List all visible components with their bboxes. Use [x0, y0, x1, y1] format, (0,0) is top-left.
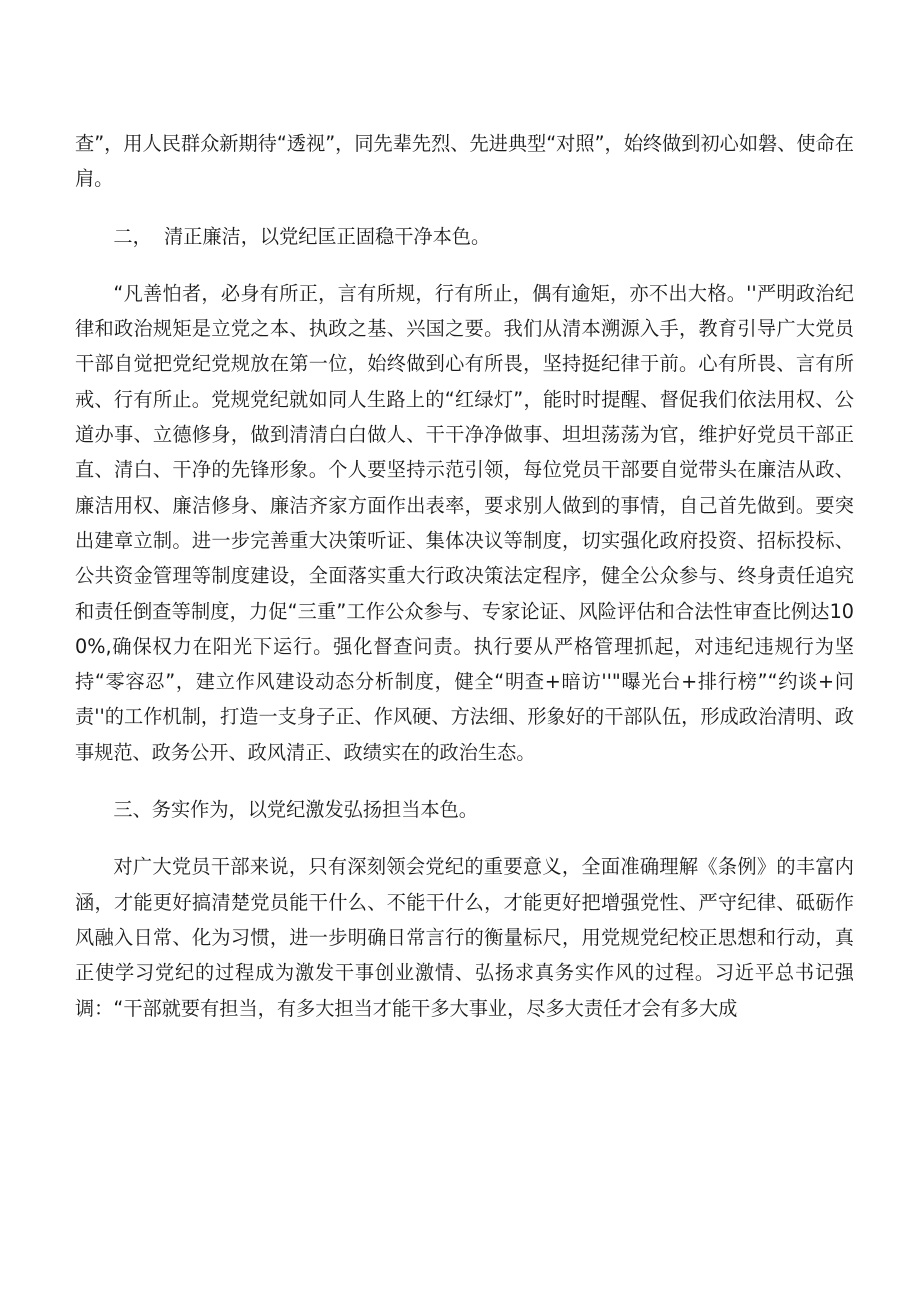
paragraph-continued: 查”，用人民群众新期待“透视”，同先辈先烈、先进典型“对照”，始终做到初心如磐、使命在肩。 [75, 132, 854, 191]
paragraph-section-3: 对广大党员干部来说，只有深刻领会党纪的重要意义，全面准确理解《条例》的丰富内涵，才能更好搞清楚党员能干什么、不能干什么，才能更好把增强党性、严守纪律、砥砺作风融入日常、化为习惯，进一步明确日常言行的衡量标尺，用党规党纪校正思想和行动，真正使学习党纪的过程成为激发干事创业激情、弘扬求真务实作风的过程。习近平总书记强调：“干部就要有担当，有多大担当才能干多大事业，尽多大责任才会有多大成 [75, 855, 854, 1020]
section-heading-3: 三、务实作为，以党纪激发弘扬担当本色。 [113, 798, 478, 822]
section-heading-2: 二， 清正廉洁，以党纪匡正固稳干净本色。 [113, 224, 491, 248]
paragraph-section-2: “凡善怕者，必身有所正，言有所规，行有所止，偶有逾矩，亦不出大格。''严明政治纪律和政治规矩是立党之本、执政之基、兴国之要。我们从清本溯源入手，教育引导广大党员干部自觉把党纪党规放在第一位，始终做到心有所畏，坚持挺纪律于前。心有所畏、言有所戒、行有所止。党规党纪就如同人生路上的“红绿灯”，能时时提醒、督促我们依法用权、公道办事、立德修身，做到清清白白做人、干干净净做事、坦坦荡荡为官，维护好党员干部正直、清白、干净的先锋形象。个人要坚持示范引领，每位党员干部要自觉带头在廉洁从政、廉洁用权、廉洁修身、廉洁齐家方面作出表率，要求别人做到的事情，自己首先做到。要突出建章立制。进一步完善重大决策听证、集体决议等制度，切实强化政府投资、招标投标、公共资金管理等制度建设，全面落实重大行政决策法定程序，健全公众参与、终身责任追究和责任倒查等制度，力促“三重”工作公众参与、专家论证、风险评估和合法性审查比例达100%,确保权力在阳光下运行。强化督查问责。执行要从严格管理抓起，对违纪违规行为坚持“零容忍”，建立作风建设动态分析制度，健全“明查+暗访''"曝光台+排行榜”“约谈+问责''的工作机制，打造一支身子正、作风硬、方法细、形象好的干部队伍，形成政治清明、政事规范、政务公开、政风清正、政绩实在的政治生态。 [75, 281, 854, 764]
